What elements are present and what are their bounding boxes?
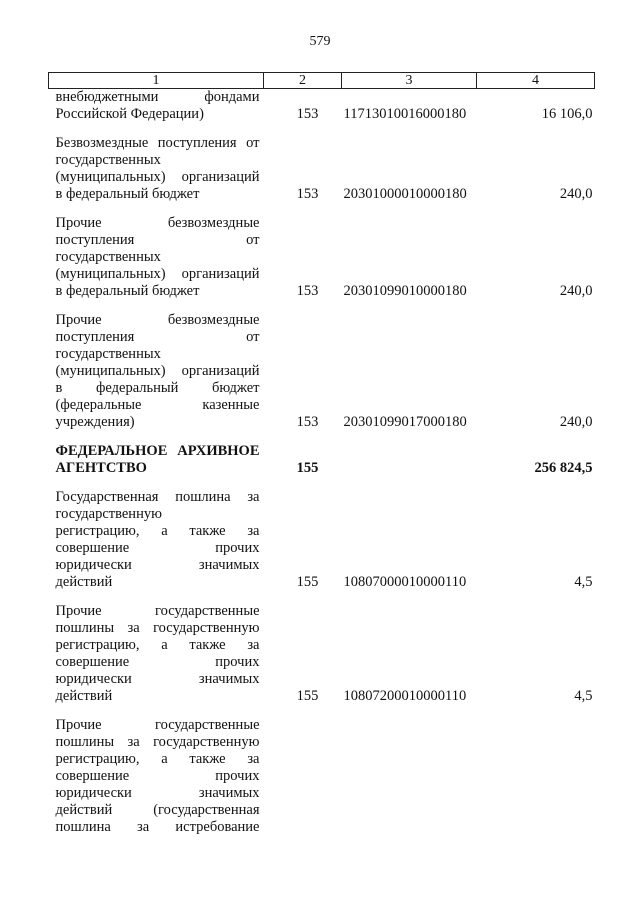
name-line: ФЕДЕРАЛЬНОЕ АРХИВНОЕ bbox=[55, 443, 260, 459]
budget-classification-code: 10807000010000110 bbox=[343, 574, 467, 590]
name-line: регистрацию, а также за bbox=[55, 751, 260, 767]
amount: 16 106,0 bbox=[541, 106, 593, 122]
revenue-name bbox=[49, 203, 264, 300]
page-number: 579 bbox=[309, 34, 331, 49]
name-line: действий bbox=[55, 574, 113, 590]
name-line: государственных bbox=[55, 152, 161, 168]
name-line: совершение прочих bbox=[55, 654, 260, 670]
column-header-3: 3 bbox=[342, 73, 477, 89]
column-header-1: 1 bbox=[49, 73, 264, 89]
table-row bbox=[49, 300, 595, 431]
name-line: юридически значимых bbox=[55, 557, 260, 573]
name-line: действий (государственная bbox=[55, 802, 260, 818]
name-line: совершение прочих bbox=[55, 768, 260, 784]
admin-code: 155 bbox=[296, 574, 319, 590]
revenue-name bbox=[49, 477, 264, 591]
table-row bbox=[49, 477, 595, 591]
budget-classification-code: 20301099017000180 bbox=[343, 414, 467, 430]
name-line: Прочие государственные bbox=[55, 717, 260, 733]
revenue-name bbox=[49, 591, 264, 705]
column-header-4: 4 bbox=[477, 73, 595, 89]
table-header-row bbox=[49, 73, 595, 89]
name-line: (федеральные казенные bbox=[55, 397, 260, 413]
name-line: в федеральный бюджет bbox=[55, 186, 200, 202]
admin-code: 153 bbox=[296, 106, 319, 122]
name-line: (муниципальных) организаций bbox=[55, 266, 260, 282]
table-row bbox=[49, 591, 595, 705]
name-line: Прочие безвозмездные bbox=[55, 215, 260, 231]
name-line: Российской Федерации) bbox=[55, 106, 204, 122]
table-row bbox=[49, 123, 595, 203]
name-line: пошлина за истребование bbox=[55, 819, 260, 835]
name-line: государственную bbox=[55, 506, 162, 522]
name-line: учреждения) bbox=[55, 414, 135, 430]
name-line: регистрацию, а также за bbox=[55, 523, 260, 539]
budget-classification-code: 10807200010000110 bbox=[343, 688, 467, 704]
name-line: совершение прочих bbox=[55, 540, 260, 556]
table-row bbox=[49, 89, 595, 124]
amount: 240,0 bbox=[559, 414, 593, 430]
revenue-name bbox=[49, 123, 264, 203]
revenue-name bbox=[49, 89, 264, 124]
budget-classification-code: 20301000010000180 bbox=[343, 186, 467, 202]
name-line: пошлины за государственную bbox=[55, 620, 260, 636]
admin-code: 153 bbox=[296, 414, 319, 430]
budget-classification-code: 20301099010000180 bbox=[343, 283, 467, 299]
amount: 4,5 bbox=[574, 574, 593, 590]
agency-name bbox=[49, 431, 264, 477]
name-line: Государственная пошлина за bbox=[55, 489, 260, 505]
amount: 240,0 bbox=[559, 283, 593, 299]
name-line: АГЕНТСТВО bbox=[55, 460, 147, 476]
name-line: государственных bbox=[55, 346, 161, 362]
name-line: регистрацию, а также за bbox=[55, 637, 260, 653]
amount: 4,5 bbox=[574, 688, 593, 704]
name-line: Безвозмездные поступления от bbox=[55, 135, 260, 151]
table-row bbox=[49, 705, 595, 836]
budget-classification-code: 11713010016000180 bbox=[343, 106, 467, 122]
name-line: в федеральный бюджет bbox=[55, 380, 260, 396]
name-line: в федеральный бюджет bbox=[55, 283, 200, 299]
admin-code: 153 bbox=[296, 186, 319, 202]
table-row bbox=[49, 203, 595, 300]
budget-revenue-table bbox=[48, 72, 595, 836]
agency-total-amount: 256 824,5 bbox=[534, 460, 593, 476]
admin-code: 155 bbox=[296, 688, 319, 704]
name-line: поступления от bbox=[55, 232, 260, 248]
name-line: государственных bbox=[55, 249, 161, 265]
budget-classification-code bbox=[342, 705, 477, 836]
name-line: внебюджетными фондами bbox=[55, 89, 260, 105]
name-line: юридически значимых bbox=[55, 785, 260, 801]
admin-code bbox=[264, 705, 342, 836]
name-line: поступления от bbox=[55, 329, 260, 345]
name-line: (муниципальных) организаций bbox=[55, 363, 260, 379]
name-line: (муниципальных) организаций bbox=[55, 169, 260, 185]
budget-classification-code bbox=[342, 431, 477, 477]
agency-heading-row bbox=[49, 431, 595, 477]
amount bbox=[477, 705, 595, 836]
admin-code: 153 bbox=[296, 283, 319, 299]
revenue-name bbox=[49, 705, 264, 836]
name-line: действий bbox=[55, 688, 113, 704]
name-line: пошлины за государственную bbox=[55, 734, 260, 750]
name-line: Прочие безвозмездные bbox=[55, 312, 260, 328]
amount: 240,0 bbox=[559, 186, 593, 202]
admin-code: 155 bbox=[296, 460, 319, 476]
name-line: Прочие государственные bbox=[55, 603, 260, 619]
column-header-2: 2 bbox=[264, 73, 342, 89]
revenue-name bbox=[49, 300, 264, 431]
name-line: юридически значимых bbox=[55, 671, 260, 687]
